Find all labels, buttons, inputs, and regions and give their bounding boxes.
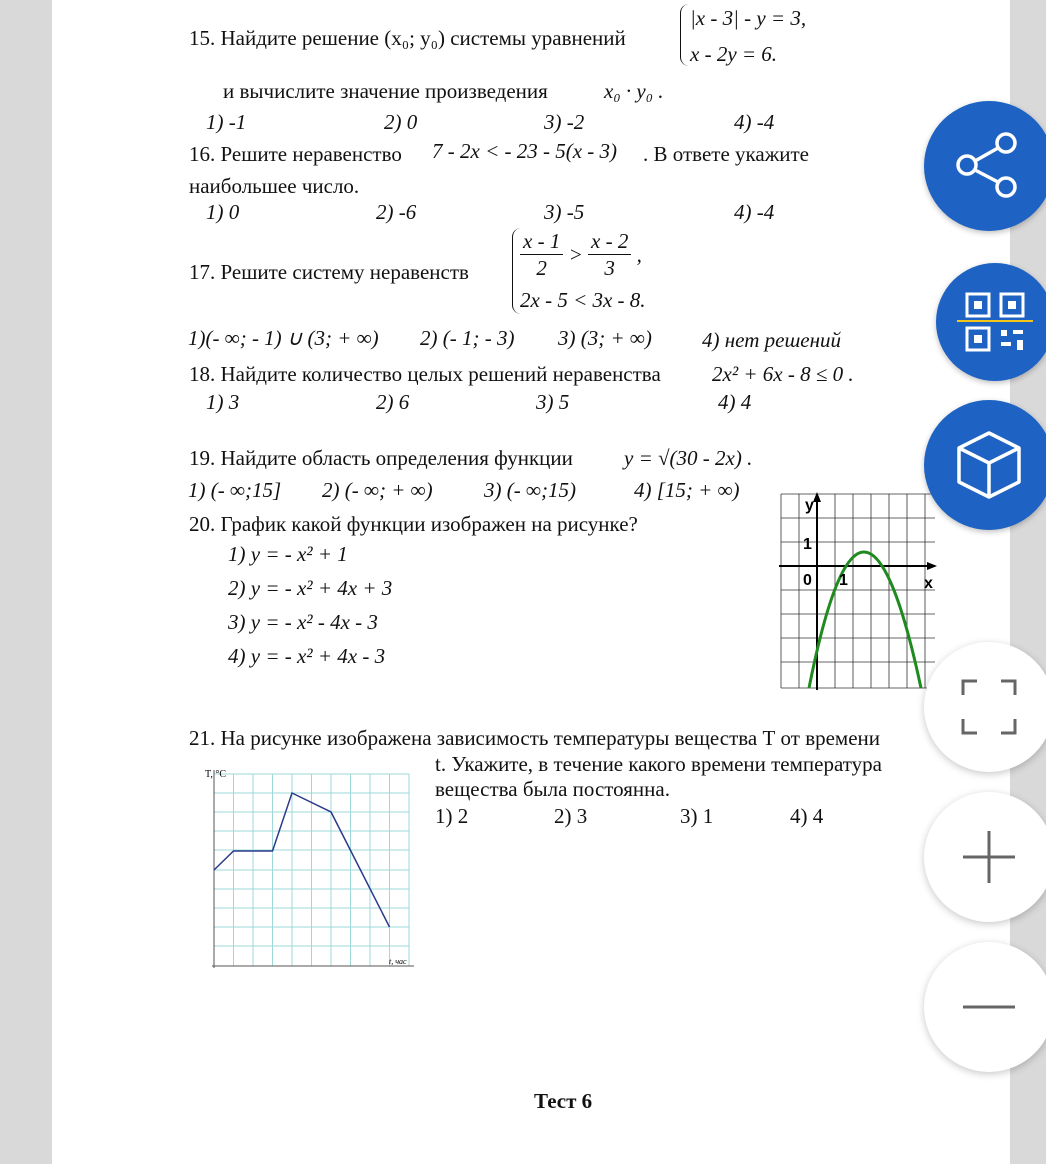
qr-scan-button[interactable] xyxy=(936,263,1046,381)
q17-option-2: 2) (- 1; - 3) xyxy=(420,326,515,350)
q20-x1-label: 1 xyxy=(839,572,848,589)
q17-f2-num: x - 2 xyxy=(588,228,631,255)
q21-xlabel: t, час xyxy=(389,957,407,966)
q20-parabola-graph xyxy=(779,492,937,690)
qr-scan-icon xyxy=(957,284,1033,360)
q19-option-1: 1) (- ∞;15] xyxy=(188,478,282,502)
q15-eq1: |x - 3| - y = 3, xyxy=(690,6,807,30)
q17-option-4: 4) нет решений xyxy=(702,328,842,352)
plus-icon xyxy=(959,827,1019,887)
q18-ineq: 2x² + 6x - 8 ≤ 0 . xyxy=(712,362,854,386)
q17-f1-num: x - 1 xyxy=(520,228,563,255)
q20-parabola xyxy=(809,552,921,688)
q16-text: 16. Решите неравенство xyxy=(189,142,402,166)
minus-icon xyxy=(959,977,1019,1037)
share-icon xyxy=(951,128,1027,204)
zoom-in-button[interactable] xyxy=(924,792,1046,922)
q20-option-4: 4) y = - x² + 4x - 3 xyxy=(228,644,386,668)
q19-option-4: 4) [15; + ∞) xyxy=(634,478,740,502)
q15-option-1: 1) -1 xyxy=(206,110,247,134)
q21-temperature-graph xyxy=(202,764,422,978)
q21-option-3: 3) 1 xyxy=(680,804,714,828)
q18-option-3: 3) 5 xyxy=(536,390,570,414)
q20-x-arrow xyxy=(927,562,937,570)
q19-text: 19. Найдите область определения функции xyxy=(189,446,573,470)
q17-option-3: 3) (3; + ∞) xyxy=(558,326,652,350)
q16-option-3: 3) -5 xyxy=(544,200,585,224)
q19-option-3: 3) (- ∞;15) xyxy=(484,478,576,502)
q19-func: y = √(30 - 2x) . xyxy=(624,446,753,470)
q20-text: 20. График какой функции изображен на рисунке? xyxy=(189,512,638,536)
test-title: Тест 6 xyxy=(534,1089,593,1113)
q17-eq2: 2x - 5 < 3x - 8. xyxy=(520,288,646,312)
share-button[interactable] xyxy=(924,101,1046,231)
q18-option-2: 2) 6 xyxy=(376,390,410,414)
q15-brace xyxy=(680,4,689,66)
q17-f2-den: 3 xyxy=(604,256,615,280)
q18-text: 18. Найдите количество целых решений неравенства xyxy=(189,362,661,386)
document-page xyxy=(52,0,1010,1164)
q20-origin-label: 0 xyxy=(803,572,812,589)
q17-f1-den: 2 xyxy=(536,256,547,280)
q19-option-2: 2) (- ∞; + ∞) xyxy=(322,478,433,502)
q20-y-arrow xyxy=(813,492,821,502)
q20-option-1: 1) y = - x² + 1 xyxy=(228,542,348,566)
q17-option-1: 1)(- ∞; - 1) ∪ (3; + ∞) xyxy=(188,326,379,350)
q20-xlabel: x xyxy=(924,575,933,592)
q18-option-4: 4) 4 xyxy=(718,390,752,414)
fullscreen-button[interactable] xyxy=(924,642,1046,772)
q15-text: 15. Найдите решение (x₀; y₀) системы уравнений xyxy=(189,26,626,50)
q15-line2: и вычислите значение произведения xyxy=(223,79,548,103)
q15-product: x₀ · y₀ . xyxy=(604,79,664,103)
3d-view-button[interactable] xyxy=(924,400,1046,530)
cube-icon xyxy=(951,427,1027,503)
q17-eq1: $\frac{x - 1}{2}$ > $\frac{x - 2}{3}$ , xyxy=(520,228,642,281)
q16-option-1: 1) 0 xyxy=(206,200,240,224)
q21-line3: вещества была постоянна. xyxy=(435,777,670,801)
fullscreen-icon xyxy=(959,677,1019,737)
q15-option-4: 4) -4 xyxy=(734,110,775,134)
q15-option-3: 3) -2 xyxy=(544,110,585,134)
q21-ylabel: T, °C xyxy=(205,769,227,780)
q21-option-2: 2) 3 xyxy=(554,804,588,828)
q15-eq2: x - 2y = 6. xyxy=(690,42,778,66)
q20-option-3: 3) y = - x² - 4x - 3 xyxy=(228,610,378,634)
q21-line2: t. Укажите, в течение какого времени температура xyxy=(435,752,882,776)
q20-option-2: 2) y = - x² + 4x + 3 xyxy=(228,576,393,600)
q20-grid xyxy=(781,494,935,688)
q16-ineq: 7 - 2x < - 23 - 5(x - 3) xyxy=(432,139,618,163)
q17-text: 17. Решите систему неравенств xyxy=(189,260,469,284)
q21-option-1: 1) 2 xyxy=(435,804,469,828)
q18-option-1: 1) 3 xyxy=(206,390,240,414)
q21-option-4: 4) 4 xyxy=(790,804,824,828)
q20-ylabel: y xyxy=(805,497,814,514)
q17-eq1-tail: , xyxy=(636,242,642,267)
q21-temperature-line xyxy=(214,793,390,927)
zoom-out-button[interactable] xyxy=(924,942,1046,1072)
q16-option-4: 4) -4 xyxy=(734,200,775,224)
q16-tail: . В ответе укажите xyxy=(643,142,809,166)
q16-option-2: 2) -6 xyxy=(376,200,417,224)
q20-y1-label: 1 xyxy=(803,536,812,553)
q15-option-2: 2) 0 xyxy=(384,110,418,134)
q21-line1: 21. На рисунке изображена зависимость температуры вещества Т от времени xyxy=(189,726,881,750)
q16-line2: наибольшее число. xyxy=(189,174,360,198)
